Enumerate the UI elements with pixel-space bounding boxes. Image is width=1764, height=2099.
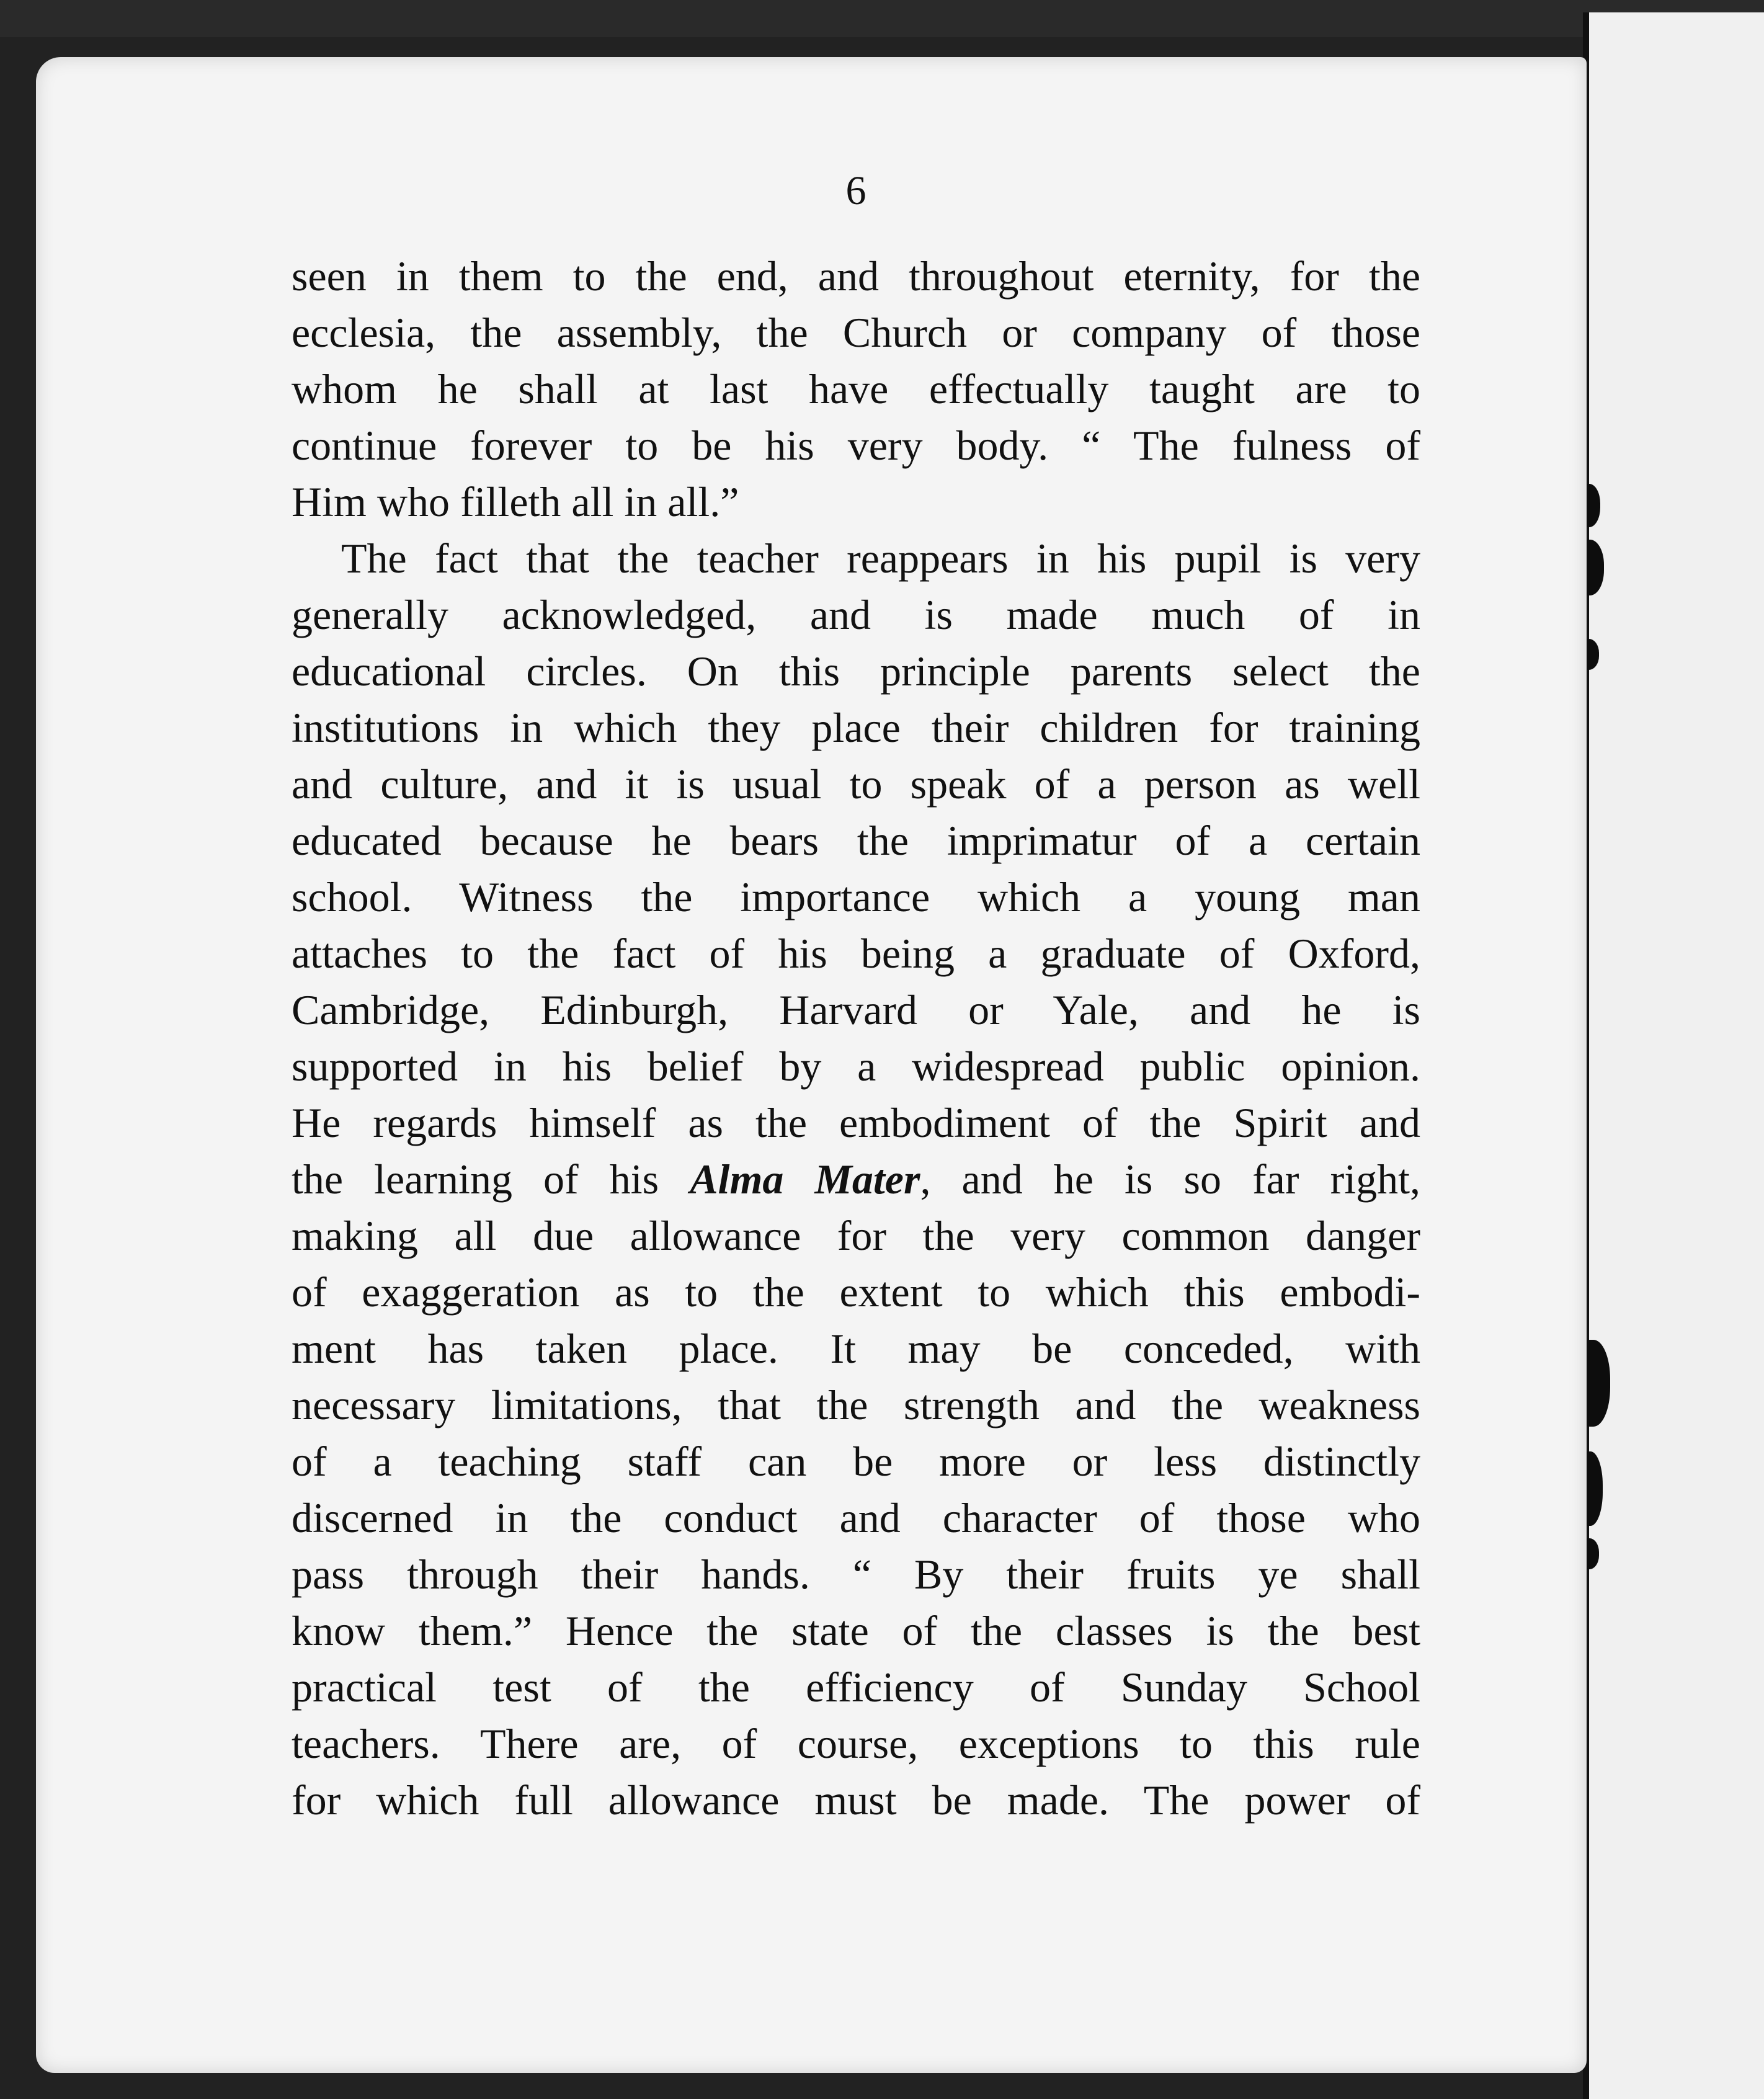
text-line: supported in his belief by a widespread public opinion. (292, 1043, 1420, 1090)
text-line: whom he shall at last have effectually taught are to (292, 365, 1420, 412)
text-line: and culture, and it is usual to speak of a person as well (292, 760, 1420, 808)
text-line: educated because he bears the imprimatur of a certain (292, 817, 1420, 864)
facing-page-edge (1588, 12, 1764, 2099)
text-line: educational circles. On this principle parents select the (292, 648, 1420, 695)
text-line: ecclesia, the assembly, the Church or company of those (292, 309, 1420, 356)
text-line: attaches to the fact of his being a graduate of Oxford, (292, 930, 1420, 977)
text-line: of exaggeration as to the extent to which this embodi- (292, 1268, 1420, 1316)
scan-border (0, 0, 1764, 37)
text-line: know them.” Hence the state of the classes is the best (292, 1607, 1420, 1654)
text-line: He regards himself as the embodiment of the Spirit and (292, 1099, 1420, 1146)
body-text (292, 248, 1420, 1829)
text-line: ment has taken place. It may be conceded, with (292, 1325, 1420, 1372)
text-line-alma-mater (292, 1151, 1420, 1208)
page-number: 6 (845, 168, 866, 213)
italic-phrase: Alma Mater (690, 1156, 920, 1203)
text-line: Him who filleth all in all.” (292, 478, 739, 525)
text-line: pass through their hands. “ By their fruits ye shall (292, 1551, 1420, 1598)
text-line: necessary limitations, that the strength and the weakness (292, 1381, 1420, 1428)
text-line: The fact that the teacher reappears in his pupil is very (341, 535, 1420, 582)
text-line: practical test of the efficiency of Sunday School (292, 1664, 1420, 1711)
text-line: Cambridge, Edinburgh, Harvard or Yale, and he is (292, 986, 1420, 1033)
text-line: seen in them to the end, and throughout eternity, for the (292, 252, 1420, 300)
text-line: of a teaching staff can be more or less distinctly (292, 1438, 1420, 1485)
text-line: generally acknowledged, and is made much of in (292, 591, 1420, 638)
text-line: continue forever to be his very body. “ The fulness of (292, 422, 1420, 469)
text-line: making all due allowance for the very common danger (292, 1212, 1420, 1259)
text-line: school. Witness the importance which a young man (292, 873, 1420, 920)
text-line: discerned in the conduct and character of those who (292, 1494, 1420, 1541)
text-segment: the learning of his (292, 1156, 690, 1203)
text-line: for which full allowance must be made. The power of (292, 1776, 1420, 1824)
text-segment: , and he is so far right, (920, 1156, 1421, 1203)
text-line: teachers. There are, of course, exceptions to this rule (292, 1720, 1420, 1767)
text-line: institutions in which they place their children for training (292, 704, 1420, 751)
